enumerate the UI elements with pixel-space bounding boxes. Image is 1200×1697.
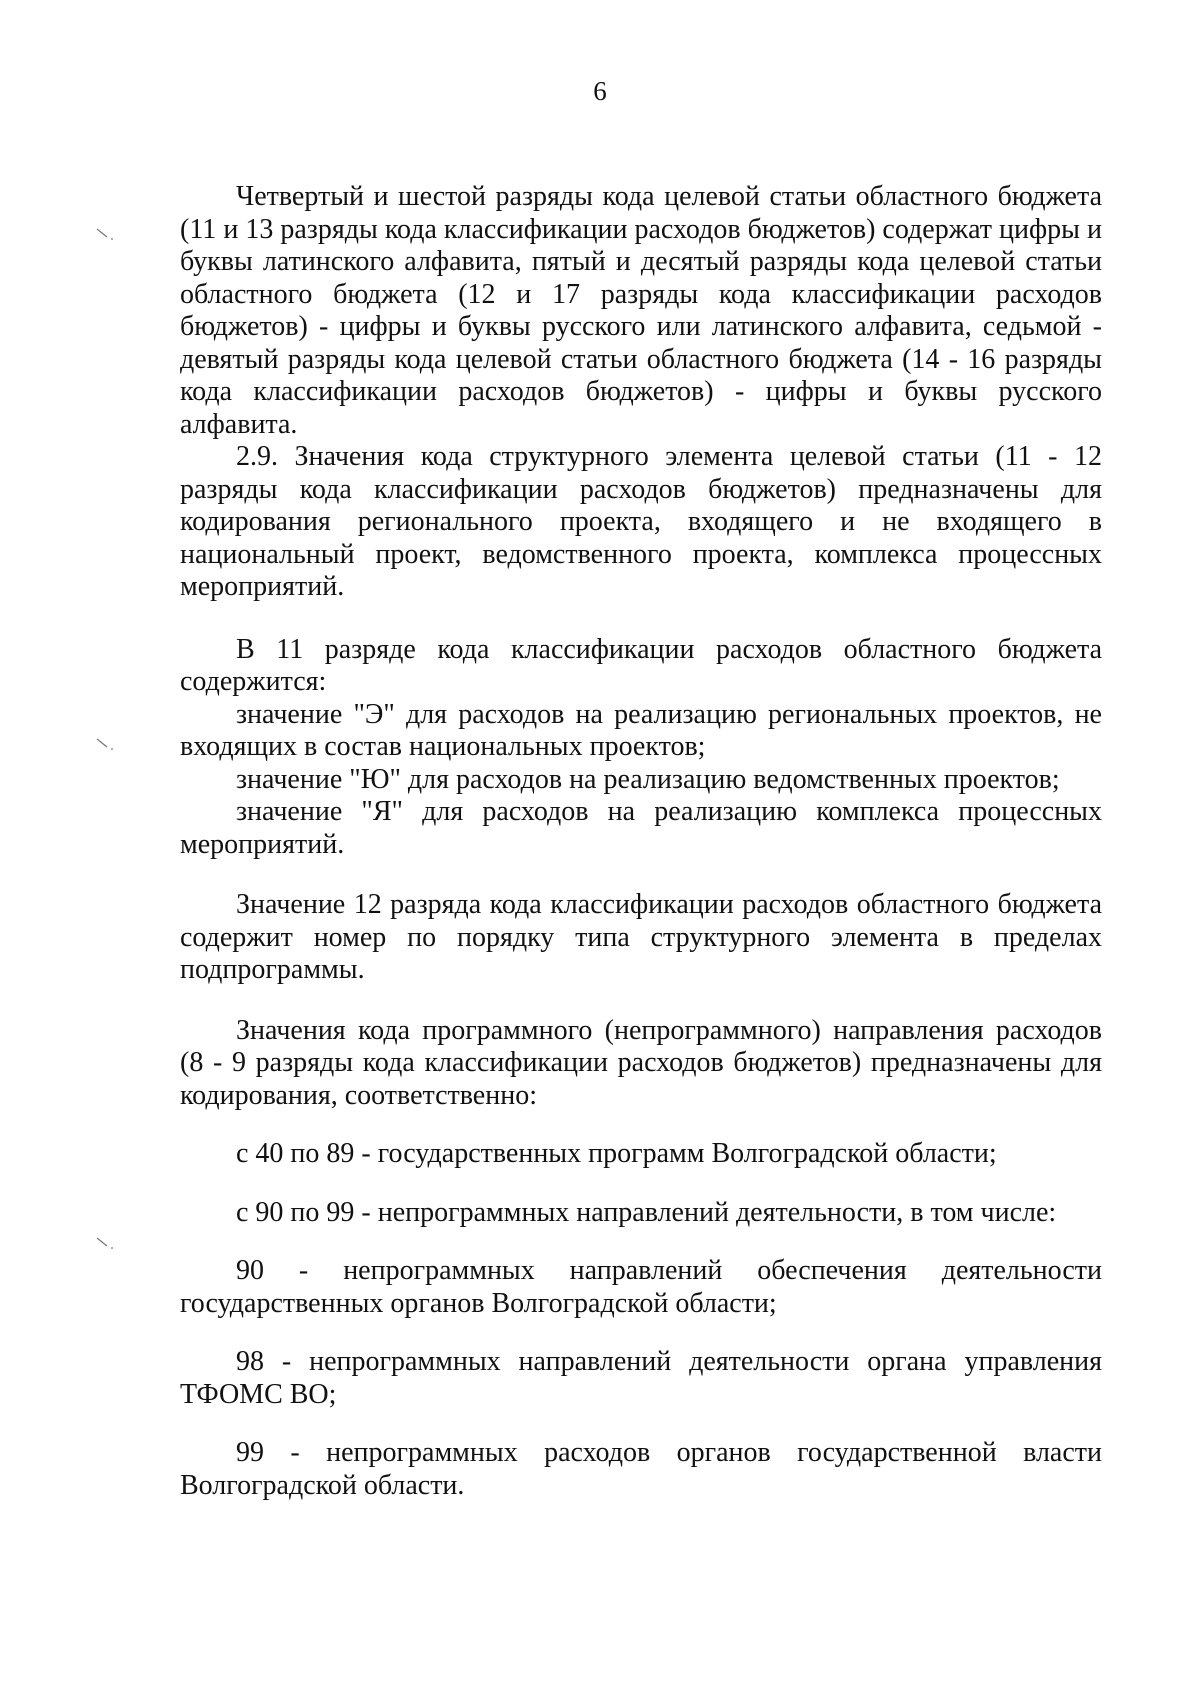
paragraph-value-ya: значение "Я" для расходов на реализацию комплекса процессных мероприятий.	[180, 796, 1102, 860]
paragraph-code-98: 98 - непрограммных направлений деятельности органа управления ТФОМС ВО;	[180, 1346, 1102, 1410]
paragraph-value-e: значение "Э" для расходов на реализацию региональных проектов, не входящих в состав национальных проектов;	[180, 698, 1102, 762]
document-body	[180, 181, 1102, 1502]
punch-hole-mark-icon	[95, 737, 117, 751]
paragraph-value-yu: значение "Ю" для расходов на реализацию ведомственных проектов;	[236, 763, 1060, 795]
punch-hole-mark-icon	[95, 1236, 117, 1250]
paragraph-section-2-9: 2.9. Значения кода структурного элемента целевой статьи (11 - 12 разряды кода классификации расходов бюджетов) предназначены для кодирования регионального проекта, входящего и не входящего в национальный проект, ведомственного проекта, комплекса процессных мероприятий.	[180, 441, 1102, 602]
paragraph-range-40-89: с 40 по 89 - государственных программ Волгоградской области;	[236, 1138, 997, 1169]
paragraph-code-90: 90 - непрограммных направлений обеспечения деятельности государственных органов Волгоградской области;	[180, 1255, 1102, 1319]
paragraph-11th-digit: В 11 разряде кода классификации расходов областного бюджета содержится:	[180, 633, 1102, 697]
paragraph-program-direction: Значения кода программного (непрограммного) направления расходов (8 - 9 разряды кода классификации расходов бюджетов) предназначены для кодирования, соответственно:	[180, 1014, 1102, 1111]
paragraph-digit-positions: Четвертый и шестой разряды кода целевой статьи областного бюджета (11 и 13 разряды кода классификации расходов бюджетов) содержат цифры и буквы латинского алфавита, пятый и десятый разряды кода целевой статьи областного бюджета (12 и 17 разряды кода классификации расходов бюджетов) - цифры и буквы русского или латинского алфавита, седьмой - девятый разряды кода целевой статьи областного бюджета (14 - 16 разряды кода классификации расходов бюджетов) - цифры и буквы русского алфавита.	[180, 181, 1102, 440]
punch-hole-mark-icon	[95, 227, 117, 241]
paragraph-code-99: 99 - непрограммных расходов органов государственной власти Волгоградской области.	[180, 1437, 1102, 1501]
page-number: 6	[593, 76, 607, 106]
paragraph-range-90-99: с 90 по 99 - непрограммных направлений деятельности, в том числе:	[236, 1196, 1057, 1228]
paragraph-12th-digit: Значение 12 разряда кода классификации расходов областного бюджета содержит номер по порядку типа структурного элемента в пределах подпрограммы.	[180, 889, 1102, 985]
